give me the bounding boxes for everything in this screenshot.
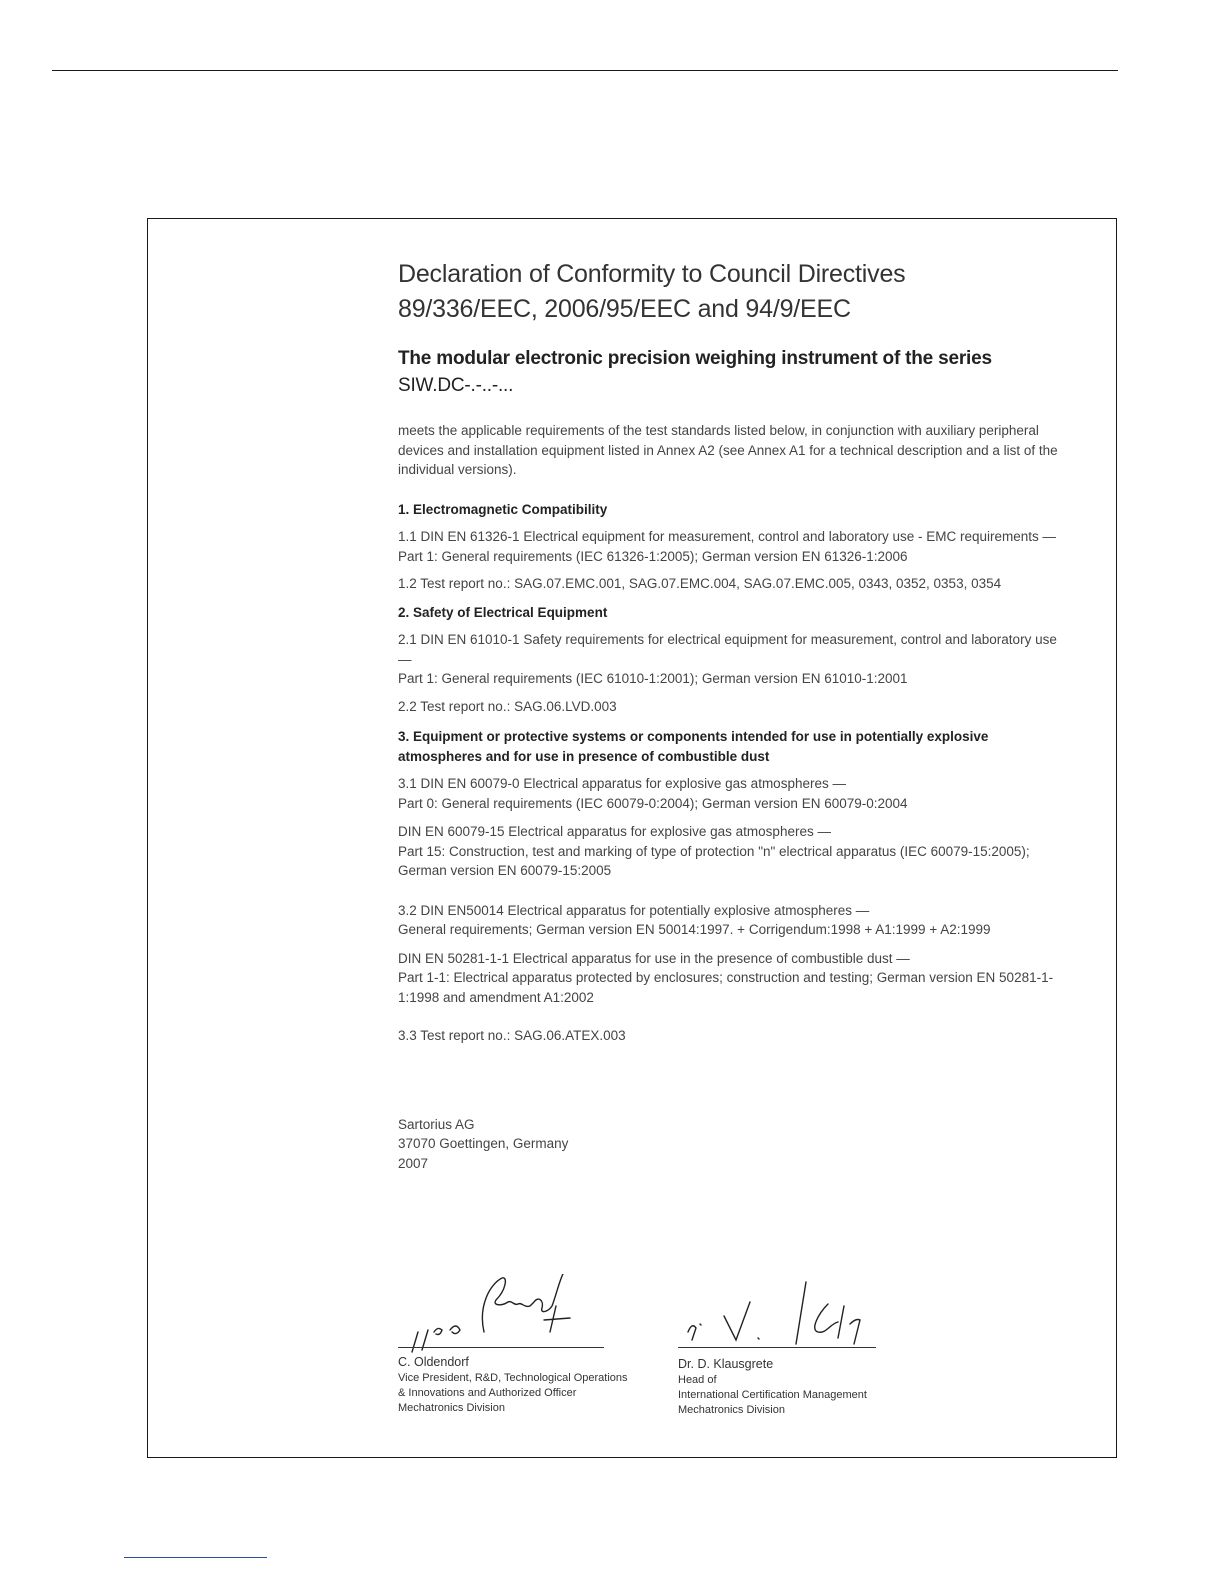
left-role-line-2: & Innovations and Authorized Officer [398, 1387, 577, 1399]
section-safety-standard [398, 630, 1068, 689]
model-number: SIW.DC-.-..-... [398, 375, 514, 396]
footer-link-rule [124, 1557, 267, 1558]
section-atex-standard-1 [398, 774, 1068, 813]
section-emc-standard [398, 527, 1068, 566]
signature-klausgrete [678, 1274, 898, 1354]
right-role-line-1: Head of [678, 1374, 717, 1386]
emc-standard-line-1: 1.1 DIN EN 61326-1 Electrical equipment for measurement, control and laboratory use - EMC requirements — [398, 529, 1057, 544]
signatory-left-name: C. Oldendorf [398, 1355, 469, 1369]
signatory-right-name: Dr. D. Klausgrete [678, 1357, 774, 1371]
subtitle-text: The modular electronic precision weighing instrument of the series [398, 348, 992, 369]
atex-standard-1-line-2: Part 0: General requirements (IEC 60079-0:2004); German version EN 60079-0:2004 [398, 795, 908, 811]
atex-standard-3-line-2: General requirements; German version EN 50014:1997. + Corrigendum:1998 + A1:1999 + A2:1999 [398, 922, 991, 937]
right-role-line-3: Mechatronics Division [678, 1404, 785, 1416]
signature-area [398, 1274, 918, 1434]
section-atex [398, 727, 1068, 1046]
left-role-line-1: Vice President, R&D, Technological Operations [398, 1372, 628, 1384]
section-safety-report: 2.2 Test report no.: SAG.06.LVD.003 [398, 698, 617, 714]
issuer-company: Sartorius AG [398, 1116, 475, 1132]
section-safety-title: 2. Safety of Electrical Equipment [398, 604, 608, 620]
document-content [398, 257, 1068, 1173]
safety-standard-line-1: 2.1 DIN EN 61010-1 Safety requirements for electrical equipment for measurement, control and laboratory use — [398, 632, 1057, 667]
atex-standard-3-line-1: 3.2 DIN EN50014 Electrical apparatus for potentially explosive atmospheres — [398, 902, 870, 918]
section-emc-report: 1.2 Test report no.: SAG.07.EMC.001, SAG.07.EMC.004, SAG.07.EMC.005, 0343, 0352, 0353, 0354 [398, 576, 1002, 591]
signature-line-right [678, 1347, 876, 1348]
atex-standard-4-line-2: Part 1-1: Electrical apparatus protected by enclosures; construction and testing; German version EN 50281-1-1:1998 and amendment A1:2002 [398, 970, 1054, 1005]
title-line-2: 89/336/EEC, 2006/95/EEC and 94/9/EEC [398, 295, 851, 323]
section-safety [398, 603, 1068, 717]
emc-standard-line-2: Part 1: General requirements (IEC 61326-1:2005); German version EN 61326-1:2006 [398, 548, 908, 564]
issuer-block [398, 1115, 1068, 1174]
issuer-address: 37070 Goettingen, Germany [398, 1136, 569, 1151]
signatory-right [678, 1274, 938, 1434]
signatory-left [398, 1274, 658, 1434]
right-role-line-2: International Certification Management [678, 1389, 867, 1401]
left-role-line-3: Mechatronics Division [398, 1402, 505, 1414]
section-atex-standard-4 [398, 949, 1068, 1008]
signatory-right-role [678, 1373, 938, 1418]
signature-oldendorf [398, 1274, 618, 1354]
issuer-year: 2007 [398, 1155, 429, 1171]
section-emc [398, 500, 1068, 594]
section-atex-standard-2 [398, 822, 1068, 881]
section-emc-title: 1. Electromagnetic Compatibility [398, 501, 608, 517]
safety-standard-line-2: Part 1: General requirements (IEC 61010-1:2001); German version EN 61010-1:2001 [398, 671, 908, 686]
atex-standard-1-line-1: 3.1 DIN EN 60079-0 Electrical apparatus for explosive gas atmospheres — [398, 776, 846, 791]
document-title [398, 257, 1068, 327]
header-rule [52, 70, 1118, 71]
atex-standard-2-line-1: DIN EN 60079-15 Electrical apparatus for explosive gas atmospheres — [398, 824, 831, 839]
atex-standard-2-line-2: Part 15: Construction, test and marking of type of protection "n" electrical apparatus (IEC 60079-15:2005); German version EN 60079-15:2005 [398, 843, 1030, 878]
section-atex-standard-3 [398, 901, 1068, 940]
signature-line-left [398, 1347, 604, 1348]
atex-standard-4-line-1: DIN EN 50281-1-1 Electrical apparatus for use in the presence of combustible dust — [398, 950, 910, 966]
document-subtitle [398, 345, 1068, 399]
intro-paragraph: meets the applicable requirements of the test standards listed below, in conjunction with auxiliary peripheral devices and installation equipment listed in Annex A2 (see Annex A1 for a technical description and a list of the individual versions). [398, 423, 1058, 477]
declaration-document [147, 218, 1117, 1458]
section-atex-title: 3. Equipment or protective systems or components intended for use in potentially explosive atmospheres and for use in presence of combustible dust [398, 729, 989, 764]
signatory-left-role [398, 1371, 658, 1416]
title-line-1: Declaration of Conformity to Council Directives [398, 260, 906, 288]
section-atex-report: 3.3 Test report no.: SAG.06.ATEX.003 [398, 1028, 626, 1043]
